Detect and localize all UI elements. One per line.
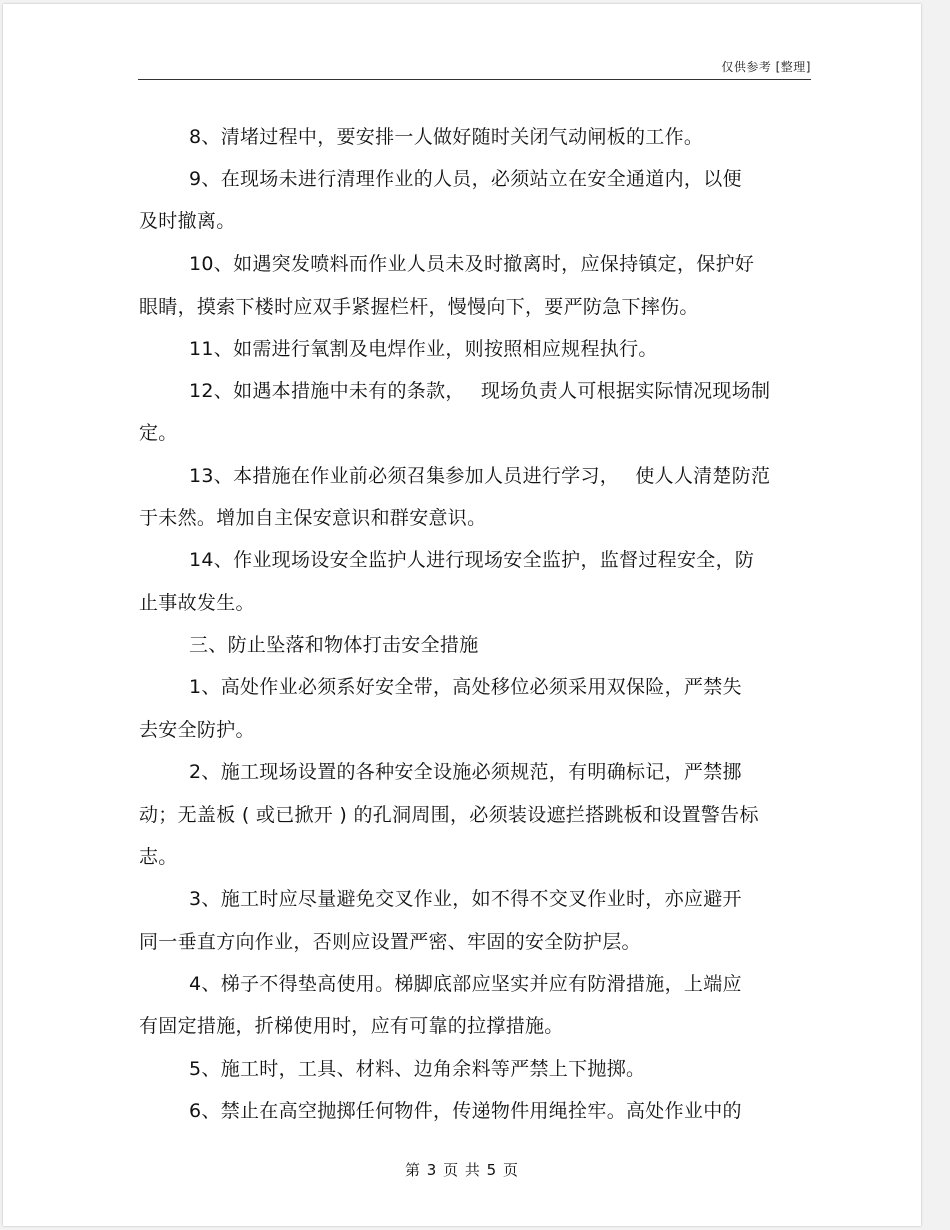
- header-divider: [138, 79, 811, 80]
- paragraph-line: 2、施工现场设置的各种安全设施必须规范，有明确标记，严禁挪: [189, 761, 742, 783]
- paragraph-line: 3、施工时应尽量避免交叉作业，如不得不交叉作业时，亦应避开: [189, 888, 742, 910]
- page-number-footer: 第 3 页 共 5 页: [405, 1161, 519, 1179]
- paragraph-line: 有固定措施，折梯使用时，应有可靠的拉撑措施。: [139, 1015, 564, 1037]
- paragraph-line: 动；无盖板 ( 或已掀开 ) 的孔洞周围，必须装设遮拦搭跳板和设置警告标: [139, 804, 759, 826]
- paragraph-line: 8、清堵过程中，要安排一人做好随时关闭气动闸板的工作。: [189, 126, 704, 148]
- paragraph-line: 1、高处作业必须系好安全带，高处移位必须采用双保险，严禁失: [189, 676, 742, 698]
- paragraph-line: 眼睛，摸索下楼时应双手紧握栏杆，慢慢向下，要严防急下摔伤。: [139, 296, 699, 318]
- paragraph-line: 志。: [139, 846, 178, 868]
- paragraph-line: 6、禁止在高空抛掷任何物件，传递物件用绳拴牢。高处作业中的: [189, 1100, 742, 1122]
- paragraph-line: 4、梯子不得垫高使用。梯脚底部应坚实并应有防滑措施，上端应: [189, 973, 742, 995]
- paragraph-line: 于未然。增加自主保安意识和群安意识。: [139, 507, 487, 529]
- document-page: [3, 4, 921, 1226]
- section-heading: 三、防止坠落和物体打击安全措施: [189, 634, 479, 656]
- paragraph-line: 12、如遇本措施中未有的条款， 现场负责人可根据实际情况现场制: [189, 380, 771, 402]
- paragraph-line: 13、本措施在作业前必须召集参加人员进行学习， 使人人清楚防范: [189, 465, 771, 487]
- paragraph-line: 去安全防护。: [139, 719, 255, 741]
- paragraph-line: 10、如遇突发喷料而作业人员未及时撤离时，应保持镇定，保护好: [189, 253, 755, 275]
- paragraph-line: 及时撤离。: [139, 210, 236, 232]
- paragraph-line: 定。: [139, 422, 178, 444]
- paragraph-line: 9、在现场未进行清理作业的人员，必须站立在安全通道内，以便: [189, 168, 742, 190]
- paragraph-line: 同一垂直方向作业，否则应设置严密、牢固的安全防护层。: [139, 931, 641, 953]
- header-note: 仅供参考 [整理]: [721, 60, 811, 74]
- paragraph-line: 11、如需进行氧割及电焊作业，则按照相应规程执行。: [189, 338, 658, 360]
- paragraph-line: 止事故发生。: [139, 592, 255, 614]
- paragraph-line: 5、施工时，工具、材料、边角余料等严禁上下抛掷。: [189, 1058, 646, 1080]
- paragraph-line: 14、作业现场设安全监护人进行现场安全监护，监督过程安全，防: [189, 549, 755, 571]
